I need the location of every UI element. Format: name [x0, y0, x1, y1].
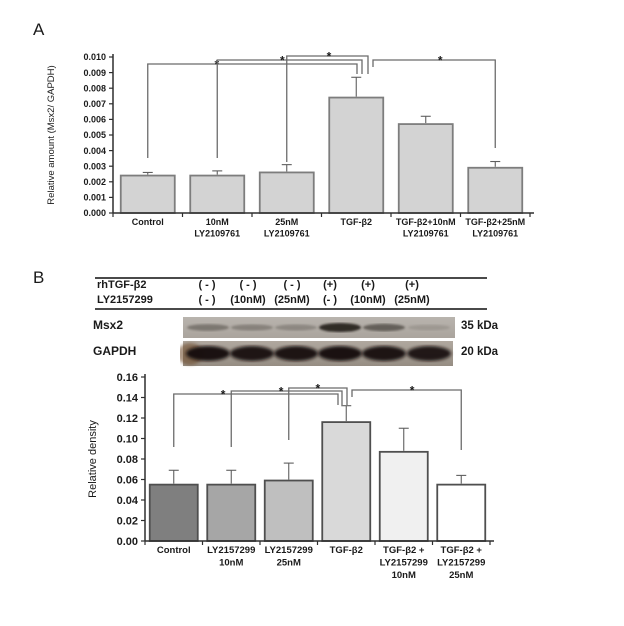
condition-row-name: rhTGF-β2: [97, 279, 147, 291]
y-axis-title: Relative density: [87, 420, 99, 498]
x-category-label: 25nM: [276, 557, 301, 569]
condition-lane-label: (10nM): [230, 294, 266, 306]
condition-lane-label: (25nM): [274, 294, 310, 306]
panel-a-label: A: [33, 20, 45, 39]
bar: [399, 124, 453, 213]
condition-lane-label: (+): [323, 279, 337, 291]
panel-b-chart: [40, 362, 600, 612]
condition-lane-label: (10nM): [350, 294, 386, 306]
bar: [207, 485, 255, 541]
y-axis-title: Relative amount (Msx2/ GAPDH): [46, 65, 57, 205]
x-category-label: LY2157299: [379, 557, 428, 569]
blot-size-label: 35 kDa: [461, 320, 499, 332]
significance-asterisk: *: [214, 57, 220, 72]
y-tick-label: 0.04: [116, 494, 138, 507]
x-category-label: TGF-β2: [340, 217, 372, 227]
bar: [380, 452, 428, 541]
y-tick-label: 0.02: [116, 515, 138, 528]
blot-band: [274, 346, 318, 361]
significance-bracket: [148, 64, 357, 158]
blot-name-label: GAPDH: [93, 344, 137, 358]
bar: [322, 422, 370, 541]
x-category-label: 10nM: [391, 570, 416, 581]
x-category-label: LY2109761: [472, 228, 519, 239]
condition-lane-label: (25nM): [394, 294, 430, 306]
x-category-label: Control: [131, 217, 164, 227]
blot-band: [318, 346, 362, 361]
x-category-label: 10nM: [219, 557, 244, 569]
blot-band: [186, 346, 230, 361]
significance-asterisk: *: [315, 381, 321, 396]
blot-band: [408, 325, 450, 331]
bar: [150, 485, 198, 541]
y-tick-label: 0.10: [116, 433, 138, 446]
bar: [121, 176, 175, 213]
x-category-label: 25nM: [449, 570, 474, 581]
y-tick-label: 0.004: [83, 145, 106, 156]
blot-band: [231, 324, 273, 330]
y-tick-label: 0.009: [83, 67, 106, 78]
conditions-table-bottom-rule: [95, 308, 487, 310]
significance-asterisk: *: [280, 53, 285, 68]
significance-asterisk: *: [326, 49, 332, 64]
bar: [190, 176, 244, 213]
significance-asterisk: *: [409, 383, 415, 398]
x-category-label: LY2157299: [437, 557, 486, 569]
x-category-label: TGF-β2+25nM: [465, 217, 526, 227]
condition-lane-label: ( - ): [239, 279, 257, 291]
condition-lane-label: ( - ): [198, 279, 216, 291]
x-category-label: TGF-β2: [329, 545, 363, 556]
bar: [260, 172, 314, 213]
significance-asterisk: *: [437, 53, 443, 68]
y-tick-label: 0.010: [83, 52, 106, 63]
x-category-label: LY2109761: [263, 228, 310, 239]
condition-lane-label: (+): [405, 279, 419, 291]
x-category-label: LY2157299: [264, 545, 313, 556]
blot-band: [407, 346, 451, 361]
y-tick-label: 0.14: [116, 392, 138, 405]
blot-band: [187, 324, 229, 331]
significance-bracket: [174, 394, 338, 447]
y-tick-label: 0.12: [116, 412, 138, 425]
bar: [468, 168, 522, 213]
y-tick-label: 0.006: [83, 114, 106, 125]
x-category-label: LY2109761: [194, 228, 241, 239]
blot-band: [275, 324, 317, 330]
x-category-label: TGF-β2+10nM: [395, 217, 456, 227]
x-category-label: Control: [156, 545, 191, 556]
panel-a-chart: [40, 38, 590, 253]
bar: [329, 98, 383, 213]
x-category-label: LY2109761: [402, 228, 449, 239]
blot-size-label: 20 kDa: [461, 346, 499, 358]
x-category-label: TGF-β2 +: [440, 545, 482, 556]
y-tick-label: 0.08: [116, 453, 138, 466]
blot-band: [363, 324, 405, 331]
condition-lane-label: ( - ): [198, 294, 216, 306]
blot-band: [362, 346, 406, 361]
y-tick-label: 0.003: [83, 161, 106, 172]
y-tick-label: 0.16: [116, 371, 138, 384]
y-tick-label: 0.002: [83, 177, 106, 188]
y-tick-label: 0.00: [116, 535, 138, 548]
blot-band: [319, 323, 361, 332]
condition-lane-label: ( - ): [283, 279, 301, 291]
y-tick-label: 0.06: [116, 474, 138, 487]
y-tick-label: 0.005: [83, 130, 106, 141]
bar: [437, 485, 485, 541]
y-tick-label: 0.000: [83, 208, 106, 219]
significance-asterisk: *: [220, 387, 226, 402]
significance-asterisk: *: [278, 384, 284, 399]
y-tick-label: 0.001: [83, 192, 106, 203]
blot-name-label: Msx2: [93, 318, 124, 332]
x-category-label: 10nM: [205, 217, 229, 227]
condition-lane-label: (- ): [322, 294, 338, 306]
condition-row-name: LY2157299: [97, 294, 153, 306]
x-category-label: 25nM: [275, 217, 299, 227]
panel-b-label: B: [33, 268, 45, 287]
y-tick-label: 0.007: [83, 99, 106, 110]
x-category-label: TGF-β2 +: [383, 545, 425, 556]
condition-lane-label: (+): [361, 279, 375, 291]
x-category-label: LY2157299: [207, 545, 256, 556]
y-tick-label: 0.008: [83, 83, 106, 94]
bar: [265, 481, 313, 541]
blot-band: [230, 346, 274, 361]
